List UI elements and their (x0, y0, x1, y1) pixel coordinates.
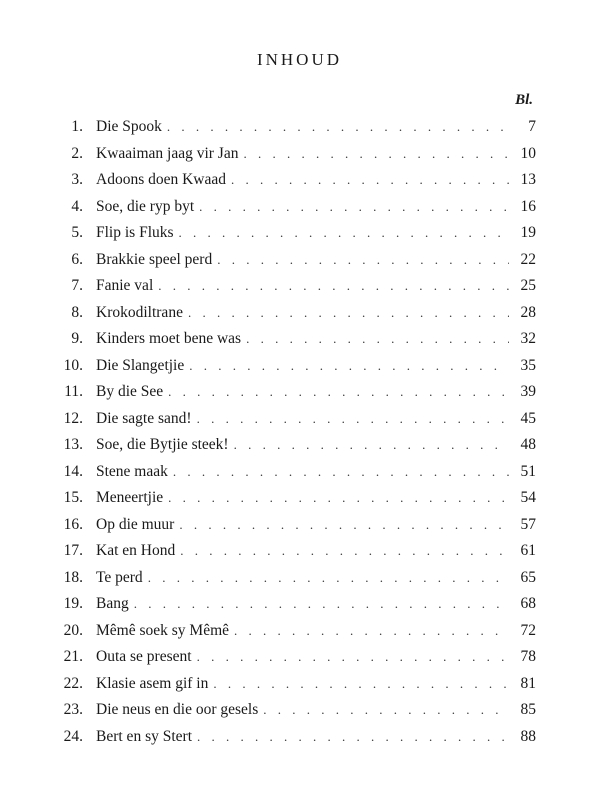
toc-entry-title: Te perd (96, 568, 143, 586)
toc-entry-number: 6. (71, 250, 83, 268)
toc-entry-page: 88 (520, 727, 536, 745)
toc-entry-page: 35 (520, 356, 536, 374)
toc-entry (52, 516, 536, 543)
toc-entry-number: 8. (71, 303, 83, 321)
toc-entry-number: 3. (71, 171, 83, 188)
toc-entry (52, 357, 536, 384)
toc-entry-title: Meneertjie (96, 489, 164, 506)
toc-entry-title: Bang (96, 595, 129, 612)
toc-entry-page: 85 (520, 701, 536, 718)
toc-entry (52, 145, 536, 172)
toc-entry (52, 251, 536, 278)
toc-entry (52, 436, 536, 463)
toc-entry-number: 4. (71, 197, 83, 215)
toc-entry-number: 16. (63, 515, 83, 533)
toc-entry-title: Klasie asem gif in (96, 674, 209, 692)
toc-entry-title: Die sagte sand! (96, 409, 192, 427)
toc-entry-number: 13. (63, 436, 83, 453)
toc-entry-title: Die Slangetjie (96, 356, 185, 374)
toc-entry-number: 12. (63, 409, 83, 427)
toc-entry (52, 304, 536, 331)
dot-leader (246, 331, 509, 347)
dot-leader (179, 225, 509, 241)
dot-leader (217, 252, 509, 268)
toc-entry-page: 28 (520, 303, 536, 321)
dot-leader (179, 517, 509, 533)
toc-entry-title: Outa se present (96, 648, 192, 665)
toc-entry (52, 224, 536, 251)
toc-entry (52, 277, 536, 304)
toc-entry-title: Adoons doen Kwaad (96, 171, 227, 188)
dot-leader (197, 729, 509, 745)
toc-entry-number: 2. (71, 144, 83, 162)
toc-entry (52, 330, 536, 357)
toc-entry-number: 5. (71, 224, 83, 241)
toc-entry-page: 19 (520, 224, 536, 241)
toc-entry-page: 65 (520, 568, 536, 586)
dot-leader (180, 543, 509, 559)
toc-entry-number: 1. (71, 118, 83, 135)
dot-leader (173, 464, 509, 480)
toc-entry-title: By die See (96, 383, 164, 400)
toc-entry (52, 489, 536, 516)
toc-entry-page: 48 (520, 436, 536, 453)
toc-entry-page: 57 (520, 515, 536, 533)
toc-entry-page: 16 (520, 197, 536, 215)
toc-entry-number: 20. (63, 621, 83, 639)
toc-entry-page: 68 (520, 595, 536, 612)
toc-entry-page: 54 (520, 489, 536, 506)
page-column-header: Bl. (515, 92, 533, 108)
toc-entry-number: 24. (63, 727, 83, 745)
toc-entry (52, 410, 536, 437)
toc-entry-page: 39 (520, 383, 536, 400)
toc-entry-number: 23. (63, 701, 83, 718)
toc-entry (52, 675, 536, 702)
toc-entry (52, 171, 536, 198)
toc-entry-number: 15. (63, 489, 83, 506)
toc-entry (52, 569, 536, 596)
toc-entry-title: Kinders moet bene was (96, 330, 242, 347)
toc-entry-page: 78 (520, 648, 536, 665)
toc-entry-title: Mêmê soek sy Mêmê (96, 621, 230, 639)
toc-entry-title: Die Spook (96, 118, 162, 135)
dot-leader (148, 570, 509, 586)
toc-entry (52, 118, 536, 145)
toc-entry-title: Op die muur (96, 515, 175, 533)
toc-entry (52, 648, 536, 675)
toc-entry-title: Stene maak (96, 462, 168, 480)
toc-entry (52, 383, 536, 410)
toc-entry-page: 25 (520, 277, 536, 294)
toc-entry-title: Kat en Hond (96, 542, 176, 559)
toc-entry-title: Krokodiltrane (96, 303, 183, 321)
toc-entry-title: Fanie val (96, 277, 154, 294)
dot-leader (168, 490, 509, 506)
page-title: INHOUD (256, 50, 343, 69)
toc-entry-page: 13 (520, 171, 536, 188)
toc-entry-page: 61 (520, 542, 536, 559)
toc-entry-page: 51 (520, 462, 536, 480)
dot-leader (197, 411, 509, 427)
toc-entry-title: Soe, die ryp byt (96, 197, 195, 215)
toc-entry-page: 7 (528, 118, 536, 135)
toc-entry-page: 81 (520, 674, 536, 692)
toc-entry-title: Soe, die Bytjie steek! (96, 436, 229, 453)
toc-entry-number: 10. (63, 356, 83, 374)
toc-entry (52, 198, 536, 225)
toc-entry-page: 72 (520, 621, 536, 639)
toc-entry-number: 7. (71, 277, 83, 294)
toc-entry-number: 11. (64, 383, 83, 400)
dot-leader (263, 702, 509, 718)
dot-leader (199, 199, 509, 215)
toc-entry-number: 19. (63, 595, 83, 612)
dot-leader (188, 305, 509, 321)
dot-leader (168, 384, 509, 400)
toc-entry-page: 45 (520, 409, 536, 427)
toc-entry-number: 18. (63, 568, 83, 586)
dot-leader (213, 676, 509, 692)
toc-entry-page: 10 (520, 144, 536, 162)
toc-entry-page: 22 (520, 250, 536, 268)
dot-leader (234, 623, 509, 639)
dot-leader (197, 649, 509, 665)
dot-leader (189, 358, 509, 374)
dot-leader (167, 119, 509, 135)
toc-entry (52, 728, 536, 755)
toc-entry-page: 32 (520, 330, 536, 347)
toc-entry-title: Bert en sy Stert (96, 727, 192, 745)
toc-entry-number: 9. (71, 330, 83, 347)
toc-entry (52, 542, 536, 569)
toc-entry (52, 701, 536, 728)
toc-entry-number: 21. (63, 648, 83, 665)
toc-entry (52, 595, 536, 622)
toc-entry-title: Die neus en die oor gesels (96, 701, 259, 718)
toc-entry-number: 22. (63, 674, 83, 692)
toc-entry-title: Flip is Fluks (96, 224, 174, 241)
dot-leader (243, 146, 509, 162)
toc-entry (52, 622, 536, 649)
dot-leader (234, 437, 509, 453)
table-of-contents (52, 118, 536, 754)
toc-entry-number: 17. (63, 542, 83, 559)
toc-entry (52, 463, 536, 490)
dot-leader (231, 172, 509, 188)
toc-entry-title: Kwaaiman jaag vir Jan (96, 144, 239, 162)
toc-entry-number: 14. (63, 462, 83, 480)
toc-entry-title: Brakkie speel perd (96, 250, 213, 268)
dot-leader (134, 596, 509, 612)
dot-leader (158, 278, 509, 294)
